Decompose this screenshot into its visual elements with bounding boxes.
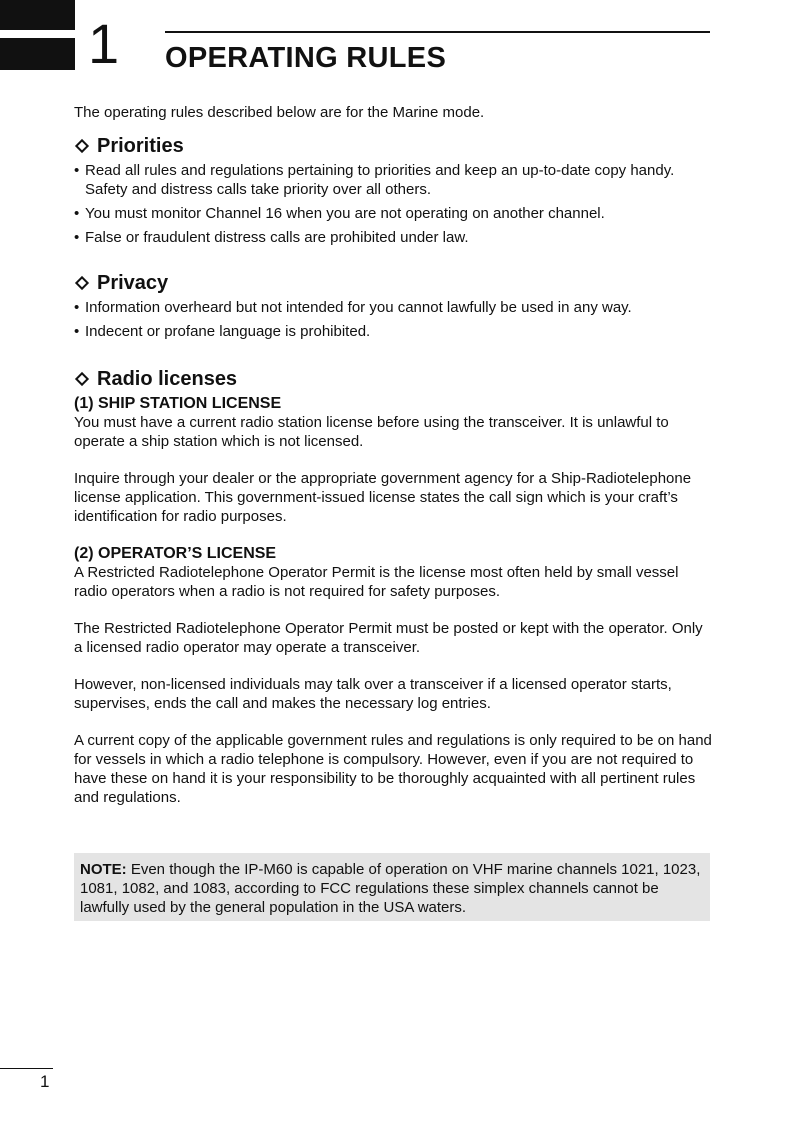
chapter-number: 1 (88, 12, 120, 75)
title-rule (165, 31, 710, 33)
operator-license-para-2: The Restricted Radiotelephone Operator Permit must be posted or kept with the operator. Only a licensed radio operator may operate a transceiver. (74, 620, 703, 656)
priorities-list (74, 161, 714, 247)
operator-license-para-3: However, non-licensed individuals may talk over a transceiver if a licensed operator starts, supervises, ends the call and makes the necessary log entries. (74, 676, 672, 712)
operator-license-para-4: A current copy of the applicable government rules and regulations is only required to be on hand for vessels in which a radio telephone is compulsory. However, even if you are not required to have these on hand it is your responsibility to be thoroughly acquainted with all pertinent rules and regulations. (74, 732, 712, 806)
note-label: NOTE: (80, 861, 127, 878)
chapter-title: OPERATING RULES (165, 42, 447, 74)
footer-rule (0, 1068, 53, 1069)
note-box (74, 853, 710, 921)
list-item: • False or fraudulent distress calls are prohibited under law. (74, 228, 714, 247)
diamond-icon (75, 372, 89, 386)
licenses-heading (74, 367, 714, 391)
priorities-heading-text: Priorities (97, 135, 184, 157)
list-item: • Indecent or profane language is prohibited. (74, 322, 714, 341)
privacy-heading-text: Privacy (97, 272, 169, 294)
note-text: Even though the IP-M60 is capable of operation on VHF marine channels 1021, 1023, 1081, 1082, and 1083, according to FCC regulations these simplex channels cannot be lawfully used by the general population in the USA waters. (80, 861, 701, 916)
licenses-section (74, 367, 714, 807)
priorities-section (74, 134, 714, 247)
page-number: 1 (40, 1072, 50, 1091)
privacy-list (74, 298, 714, 341)
operator-license-title: (2) OPERATOR’S LICENSE (74, 545, 277, 562)
diamond-icon (75, 139, 89, 153)
ship-license-para-2: Inquire through your dealer or the appropriate government agency for a Ship-Radiotelephone license application. This government-issued license states the call sign which is your craft’s identification for radio purposes. (74, 470, 692, 525)
chapter-tab-top (0, 0, 75, 30)
privacy-heading (74, 271, 714, 295)
privacy-section (74, 271, 714, 341)
priorities-heading (74, 134, 714, 158)
page-content (74, 103, 714, 831)
list-item: • Read all rules and regulations pertaining to priorities and keep an up-to-date copy handy. Safety and distress calls take priority over all others. (74, 161, 714, 199)
intro-text: The operating rules described below are for the Marine mode. (74, 104, 485, 121)
licenses-heading-text: Radio licenses (97, 368, 238, 390)
diamond-icon (75, 276, 89, 290)
chapter-tab-bottom (0, 38, 75, 70)
list-item: • You must monitor Channel 16 when you are not operating on another channel. (74, 204, 714, 223)
ship-license-para-1: You must have a current radio station license before using the transceiver. It is unlawful to operate a ship station which is not licensed. (74, 414, 669, 450)
operator-license-para-1: A Restricted Radiotelephone Operator Permit is the license most often held by small vessel radio operators when a radio is not required for safety purposes. (74, 564, 679, 600)
list-item: • Information overheard but not intended for you cannot lawfully be used in any way. (74, 298, 714, 317)
ship-license-title: (1) SHIP STATION LICENSE (74, 395, 282, 412)
